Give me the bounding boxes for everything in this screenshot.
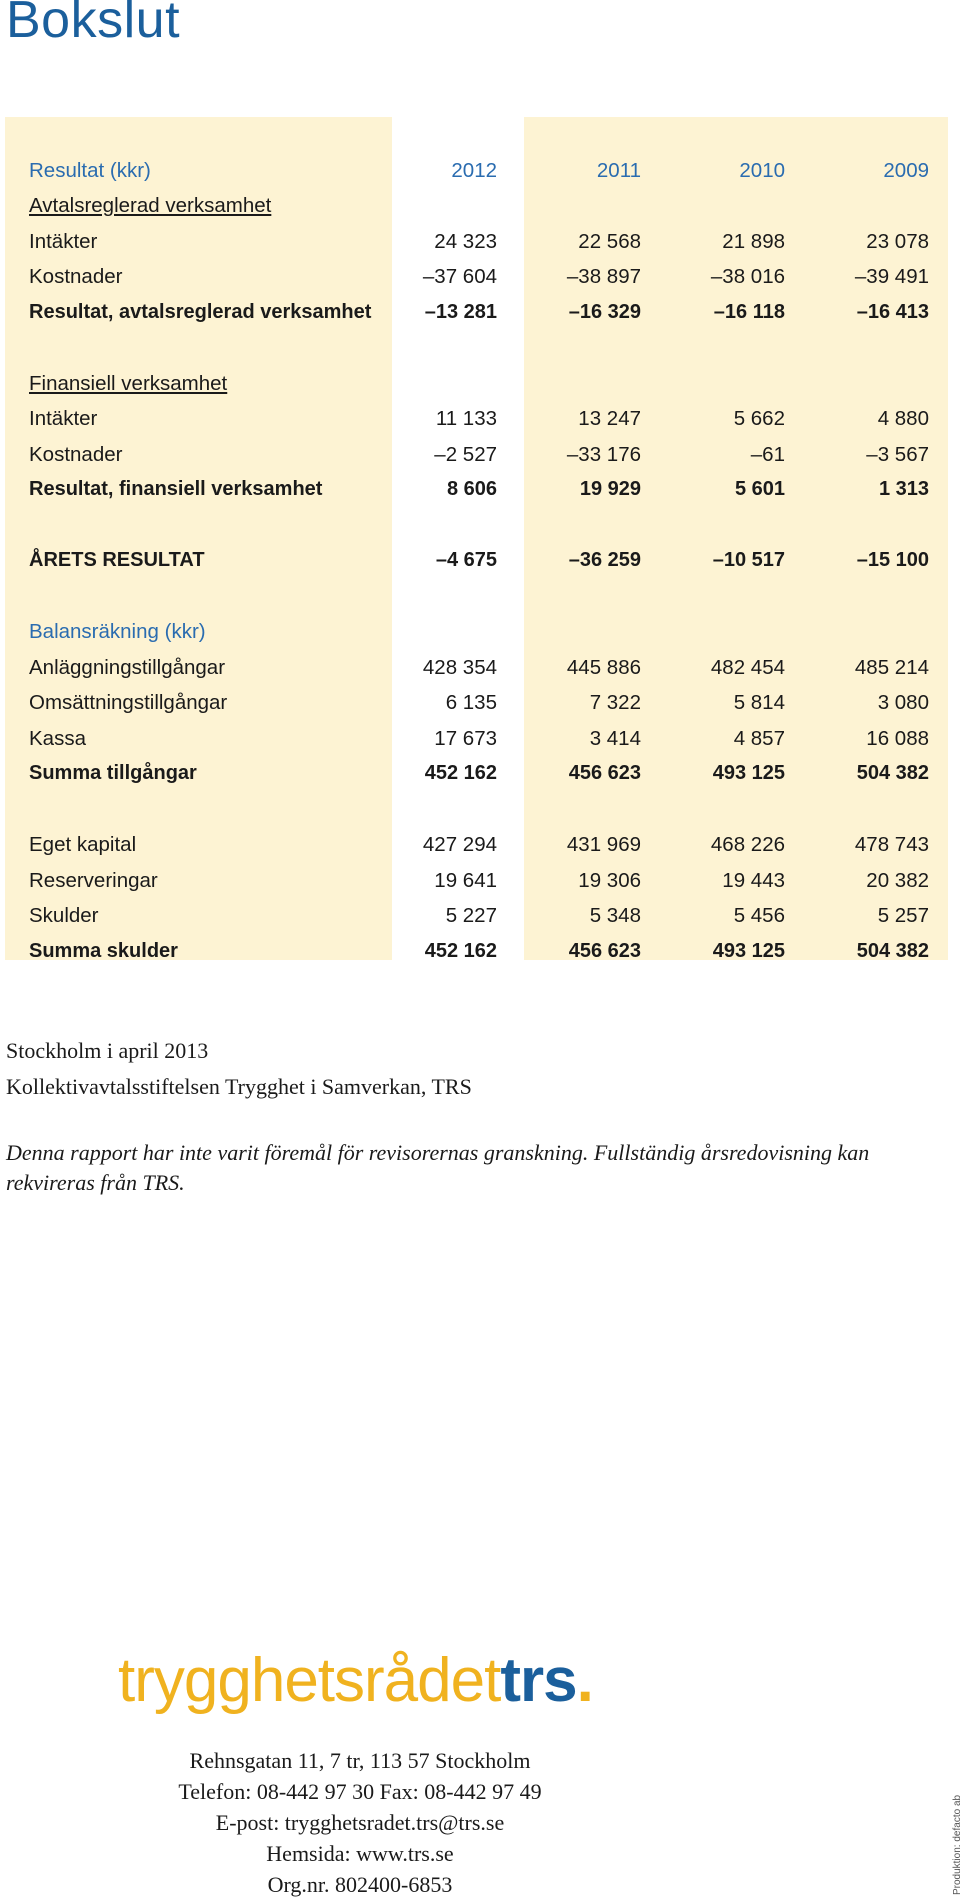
balance-heading: Balansräkning (kkr) xyxy=(29,620,206,643)
cell-value: 3 414 xyxy=(589,726,641,750)
table-row-total xyxy=(5,295,948,331)
cell-value: 3 080 xyxy=(877,691,929,714)
cell-value: 428 354 xyxy=(422,655,497,679)
section-heading-row xyxy=(5,366,948,402)
row-label: Resultat, avtalsreglerad verksamhet xyxy=(29,300,372,323)
cell-value: 4 857 xyxy=(733,726,785,750)
cell-value: 4 880 xyxy=(877,407,929,430)
year-header: 2010 xyxy=(739,158,785,182)
year-header: 2009 xyxy=(883,158,929,182)
cell-value: 493 125 xyxy=(712,939,785,962)
cell-value: 468 226 xyxy=(710,833,785,856)
row-label: Resultat, finansiell verksamhet xyxy=(29,478,323,500)
cell-value: –38 897 xyxy=(566,265,641,288)
cell-value: 478 743 xyxy=(854,833,929,856)
section-heading: Finansiell verksamhet xyxy=(29,371,228,395)
cell-value: 504 382 xyxy=(856,762,929,784)
row-label: Anläggningstillgångar xyxy=(29,655,226,679)
org-number: Org.nr. 802400-6853 xyxy=(267,1872,453,1897)
logo-word-trygghetsradet: trygghetsrådet xyxy=(118,1646,501,1715)
cell-value: –16 118 xyxy=(713,300,785,323)
row-label: Skulder xyxy=(29,904,99,927)
signature-organization: Kollektivavtalsstiftelsen Trygghet i Samverkan, TRS xyxy=(6,1074,472,1099)
cell-value: –15 100 xyxy=(856,549,929,571)
table-row xyxy=(5,437,948,473)
table-row xyxy=(5,721,948,757)
cell-value: 5 662 xyxy=(733,407,785,430)
row-label: Summa skulder xyxy=(29,939,178,962)
cell-value: 431 969 xyxy=(566,833,641,856)
cell-value: 19 929 xyxy=(579,478,641,500)
cell-value: –61 xyxy=(750,442,785,466)
cell-value: 493 125 xyxy=(712,762,785,784)
table-row xyxy=(5,650,948,686)
cell-value: 8 606 xyxy=(446,478,497,500)
cell-value: 5 348 xyxy=(589,904,641,927)
cell-value: 5 814 xyxy=(733,691,785,714)
cell-value: 11 133 xyxy=(435,407,497,430)
table-row xyxy=(5,401,948,437)
contact-block xyxy=(140,1745,580,1900)
cell-value: –16 413 xyxy=(856,300,929,323)
logo-dot: . xyxy=(576,1646,593,1715)
table-header-row xyxy=(5,153,948,189)
cell-value: 452 162 xyxy=(424,762,497,784)
table-row xyxy=(5,898,948,934)
cell-value: 5 227 xyxy=(445,904,497,927)
table-heading: Resultat (kkr) xyxy=(29,158,151,182)
cell-value: 5 257 xyxy=(877,904,929,927)
cell-value: 1 313 xyxy=(878,478,929,500)
cell-value: –2 527 xyxy=(434,442,497,466)
table-row xyxy=(5,685,948,721)
table-row xyxy=(5,827,948,863)
cell-value: 19 306 xyxy=(578,868,641,892)
row-label: Summa tillgångar xyxy=(29,762,197,784)
cell-value: –37 604 xyxy=(422,265,497,288)
cell-value: 16 088 xyxy=(866,726,929,750)
row-label: Reserveringar xyxy=(29,868,158,892)
table-row-total xyxy=(5,472,948,508)
email: E-post: trygghetsradet.trs@trs.se xyxy=(215,1810,505,1835)
production-credit: Produktion: defacto ab xyxy=(952,1794,963,1895)
cell-value: 5 456 xyxy=(733,904,785,927)
website: Hemsida: www.trs.se xyxy=(266,1841,454,1866)
financial-table xyxy=(5,117,948,969)
cell-value: –36 259 xyxy=(568,549,641,571)
cell-value: 504 382 xyxy=(856,939,929,962)
table-row xyxy=(5,224,948,260)
row-label: Intäkter xyxy=(29,229,98,253)
cell-value: 6 135 xyxy=(445,691,497,714)
audit-note: Denna rapport har inte varit föremål för revisorernas granskning. Fullständig årsredovisning kan rekvireras från TRS. xyxy=(6,1140,870,1195)
row-label: Eget kapital xyxy=(29,833,137,856)
cell-value: 485 214 xyxy=(854,655,929,679)
table-row xyxy=(5,259,948,295)
cell-value: 456 623 xyxy=(568,939,641,962)
table-row-total xyxy=(5,756,948,792)
row-label: ÅRETS RESULTAT xyxy=(29,549,205,571)
cell-value: –38 016 xyxy=(710,265,785,288)
cell-value: –33 176 xyxy=(566,442,641,466)
arets-resultat-row xyxy=(5,543,948,579)
cell-value: 5 601 xyxy=(734,478,785,500)
cell-value: 19 641 xyxy=(434,868,497,892)
page-title: Bokslut xyxy=(6,0,181,49)
signature-place-date: Stockholm i april 2013 xyxy=(6,1038,209,1063)
cell-value: –3 567 xyxy=(866,442,929,466)
row-label: Omsättningstillgångar xyxy=(29,691,228,714)
address: Rehnsgatan 11, 7 tr, 113 57 Stockholm xyxy=(189,1748,531,1773)
cell-value: 23 078 xyxy=(866,229,929,253)
cell-value: 452 162 xyxy=(424,939,497,962)
cell-value: 20 382 xyxy=(866,868,929,892)
cell-value: –4 675 xyxy=(435,549,497,571)
cell-value: 427 294 xyxy=(422,833,497,856)
trygghetsradet-logo xyxy=(118,1645,593,1716)
cell-value: 24 323 xyxy=(434,229,497,253)
row-label: Kostnader xyxy=(29,442,123,466)
cell-value: –16 329 xyxy=(568,300,641,323)
phone-fax: Telefon: 08-442 97 30 Fax: 08-442 97 49 xyxy=(178,1779,542,1804)
year-header: 2011 xyxy=(596,158,641,182)
cell-value: 7 322 xyxy=(589,691,641,714)
balance-heading-row xyxy=(5,614,948,650)
table-row-total xyxy=(5,934,948,970)
section-heading: Avtalsreglerad verksamhet xyxy=(29,194,272,217)
cell-value: 456 623 xyxy=(568,762,641,784)
cell-value: 482 454 xyxy=(710,655,785,679)
cell-value: 445 886 xyxy=(566,655,641,679)
table-row xyxy=(5,863,948,899)
row-label: Intäkter xyxy=(29,407,98,430)
cell-value: 13 247 xyxy=(578,407,641,430)
cell-value: 22 568 xyxy=(578,229,641,253)
cell-value: –13 281 xyxy=(424,300,497,323)
year-header: 2012 xyxy=(451,158,497,182)
cell-value: –10 517 xyxy=(712,549,785,571)
cell-value: –39 491 xyxy=(854,265,929,288)
section-heading-row xyxy=(5,188,948,224)
cell-value: 17 673 xyxy=(434,726,497,750)
logo-word-trs: trs xyxy=(500,1646,577,1715)
cell-value: 19 443 xyxy=(722,868,785,892)
row-label: Kassa xyxy=(29,726,86,750)
row-label: Kostnader xyxy=(29,265,123,288)
cell-value: 21 898 xyxy=(722,229,785,253)
